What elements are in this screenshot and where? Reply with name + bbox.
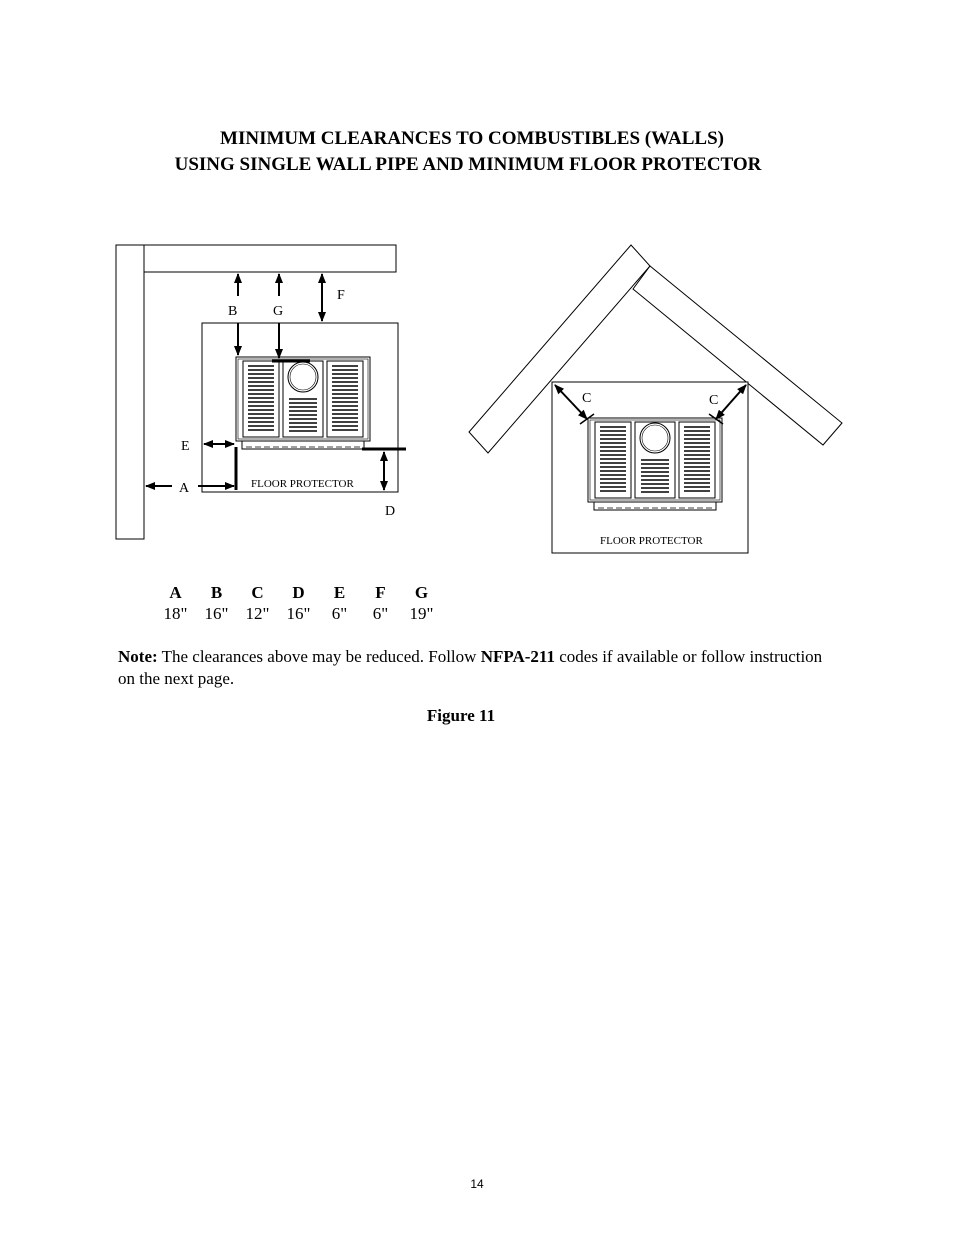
clearance-header: G: [414, 583, 429, 602]
clearance-table: [155, 582, 442, 624]
back-wall: [144, 245, 396, 272]
floor-protector-label-left: FLOOR PROTECTOR: [251, 478, 354, 490]
clearance-header: D: [292, 583, 305, 602]
clearance-value-row: [155, 603, 442, 624]
note-paragraph: [118, 646, 838, 690]
note-code: NFPA-211: [480, 647, 555, 666]
title-line-2: USING SINGLE WALL PIPE AND MINIMUM FLOOR PROTECTOR: [174, 154, 762, 175]
clearance-header-row: [155, 582, 442, 603]
left-wall-diagram: [116, 245, 406, 539]
clearance-header: E: [333, 583, 346, 602]
stove-left: [236, 357, 370, 449]
label-c-left: C: [582, 391, 592, 406]
label-g: G: [273, 304, 284, 319]
label-a: A: [179, 481, 190, 496]
stove-right: [588, 418, 722, 510]
clearance-header: C: [251, 583, 264, 602]
label-d: D: [385, 504, 396, 519]
clearance-value: 16": [286, 604, 311, 623]
corner-diagram: [469, 245, 842, 553]
clearance-value: 16": [204, 604, 229, 623]
clearance-header: B: [210, 583, 223, 602]
label-b: B: [228, 304, 238, 319]
clearance-value: 18": [163, 604, 188, 623]
label-c-right: C: [709, 393, 719, 408]
page-number: 14: [470, 1177, 484, 1191]
note-label: Note:: [118, 647, 158, 666]
clearance-value: 6": [331, 604, 348, 623]
clearance-value: 6": [372, 604, 389, 623]
figure-caption: Figure 11: [426, 706, 496, 725]
clearance-header: F: [375, 583, 386, 602]
clearance-diagram: [0, 0, 954, 600]
note-text-2: codes if available or follow instruction on the next page.: [118, 647, 823, 688]
note-text-1: The clearances above may be reduced. Follow: [157, 647, 481, 666]
clearance-value: 12": [245, 604, 270, 623]
label-e: E: [181, 439, 190, 454]
floor-protector-label-right: FLOOR PROTECTOR: [600, 535, 703, 547]
title-line-1: MINIMUM CLEARANCES TO COMBUSTIBLES (WALLS): [220, 128, 724, 149]
clearance-header: A: [169, 583, 182, 602]
clearance-value: 19": [409, 604, 434, 623]
side-wall: [116, 245, 144, 539]
label-f: F: [337, 288, 345, 303]
